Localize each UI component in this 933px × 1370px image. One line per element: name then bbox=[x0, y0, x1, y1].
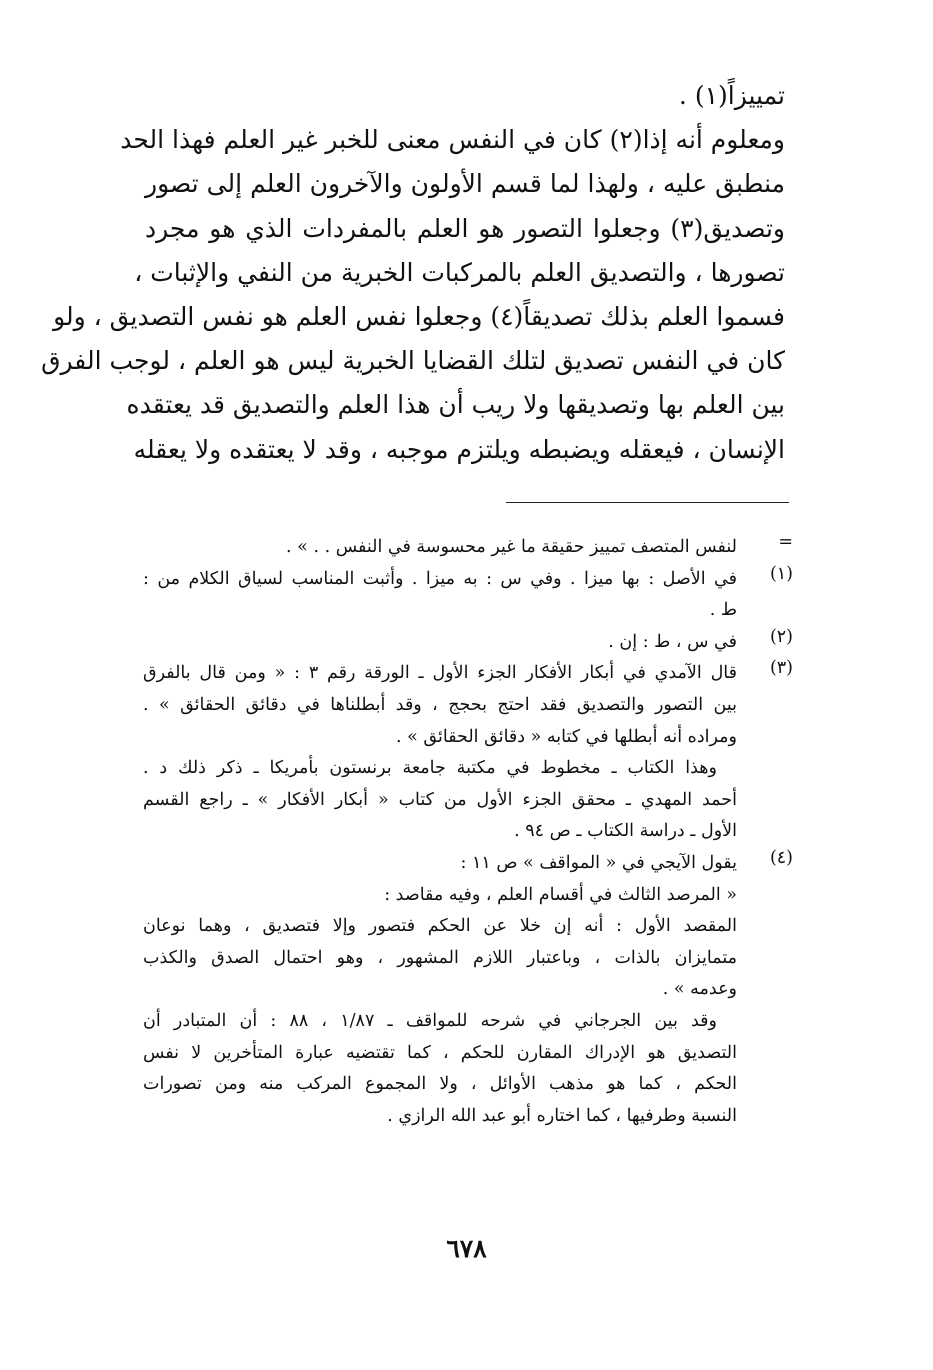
footnote-line: النسبة وطرفيها ، كما اختاره أبو عبد الله الرازي . bbox=[387, 1105, 737, 1126]
main-line-7: كان في النفس تصديق لتلك القضايا الخبرية ليس هو العلم ، لوجب الفرق bbox=[41, 346, 785, 376]
footnote-line: « المرصد الثالث في أقسام العلم ، وفيه مقاصد : bbox=[384, 884, 737, 905]
footnote-line: الحكم ، كما هو مذهب الأوائل ، ولا المجموع المركب منه ومن تصورات bbox=[143, 1074, 737, 1095]
footnote-line: ط . bbox=[709, 600, 737, 621]
footnote-line: أحمد المهدي ـ محقق الجزء الأول من كتاب « أبكار الأفكار » ـ راجع القسم bbox=[143, 789, 737, 810]
footnote-line: وقد بين الجرجاني في شرحه للمواقف ـ ١/٨٧ ، ٨٨ : أن المتبادر أن bbox=[143, 1010, 717, 1031]
footnote-4 bbox=[143, 848, 793, 1132]
footnote-line: في س ، ط : إن . bbox=[608, 631, 737, 652]
footnote-marker: = bbox=[778, 532, 793, 552]
footnote-line: بين التصور والتصديق فقد احتج بحجج ، وقد أبطلناها في دقائق الحقائق » . bbox=[143, 694, 737, 715]
footnote-2 bbox=[143, 627, 793, 659]
footnote-line: ومراده أنه أبطلها في كتابه « دقائق الحقائق » . bbox=[396, 726, 737, 747]
main-text-block bbox=[41, 74, 785, 472]
main-line-8: بين العلم بها وتصديقها ولا ريب أن هذا العلم والتصديق قد يعتقده bbox=[126, 390, 785, 420]
footnote-line: وهذا الكتاب ـ مخطوط في مكتبة جامعة برنستون بأمريكا ـ ذكر ذلك د . bbox=[143, 758, 717, 779]
main-line-2: ومعلوم أنه إذا(٢) كان في النفس معنى للخبر غير العلم فهذا الحد bbox=[120, 125, 785, 155]
footnote-line: وعدمه » . bbox=[662, 979, 737, 1000]
footnote-line: الأول ـ دراسة الكتاب ـ ص ٩٤ . bbox=[514, 821, 737, 842]
footnote-line: قال الآمدي في أبكار الأفكار الجزء الأول ـ الورقة رقم ٣ : « ومن قال بالفرق bbox=[143, 663, 737, 684]
footnote-line: متمايزان بالذات ، وباعتبار اللازم المشهور ، وهو احتمال الصدق والكذب bbox=[143, 947, 737, 968]
footnote-marker: (٤) bbox=[769, 847, 793, 868]
main-line-4: وتصديق(٣) وجعلوا التصور هو العلم بالمفردات الذي هو مجرد bbox=[145, 213, 785, 243]
main-line-1: تمييزاً‪(‬١‪)‬ . bbox=[678, 81, 785, 110]
footnote-divider bbox=[506, 502, 789, 503]
footnote-line: لنفس المتصف تمييز حقيقة ما غير محسوسة في النفس . . » . bbox=[286, 537, 737, 557]
main-line-9: الإنسان ، فيعقله ويضبطه ويلتزم موجبه ، وقد لا يعتقده ولا يعقله bbox=[133, 434, 785, 464]
main-line-3: منطبق عليه ، ولهذا لما قسم الأولون والآخرون العلم إلى تصور bbox=[145, 169, 785, 199]
footnote-continuation bbox=[143, 532, 793, 564]
main-line-5: تصورها ، والتصديق العلم بالمركبات الخبرية من النفي والإثبات ، bbox=[134, 257, 785, 287]
footnote-marker: (٣) bbox=[769, 658, 793, 679]
footnote-line: في الأصل : بها ميزا . وفي س : به ميزا . وأثبت المناسب لسياق الكلام من : bbox=[143, 568, 737, 589]
footnote-1 bbox=[143, 564, 793, 627]
footnote-marker: (٢) bbox=[769, 626, 793, 647]
footnote-line: المقصد الأول : أنه إن خلا عن الحكم فتصور وإلا فتصديق ، وهما نوعان bbox=[143, 916, 737, 937]
main-line-6: فسموا العلم بذلك تصديقاً(٤) وجعلوا نفس العلم هو نفس التصديق ، ولو bbox=[53, 301, 785, 331]
footnote-line: التصديق هو الإدراك المقارن للحكم ، كما تقتضيه عبارة المتأخرين لا نفس bbox=[143, 1042, 737, 1063]
footnote-3 bbox=[143, 658, 793, 848]
footnote-line: يقول الآيجي في « المواقف » ص ١١ : bbox=[460, 852, 737, 873]
footnotes bbox=[143, 532, 793, 1132]
page-number: ٦٧٨ bbox=[446, 1234, 487, 1263]
footnote-marker: (١) bbox=[769, 563, 793, 584]
